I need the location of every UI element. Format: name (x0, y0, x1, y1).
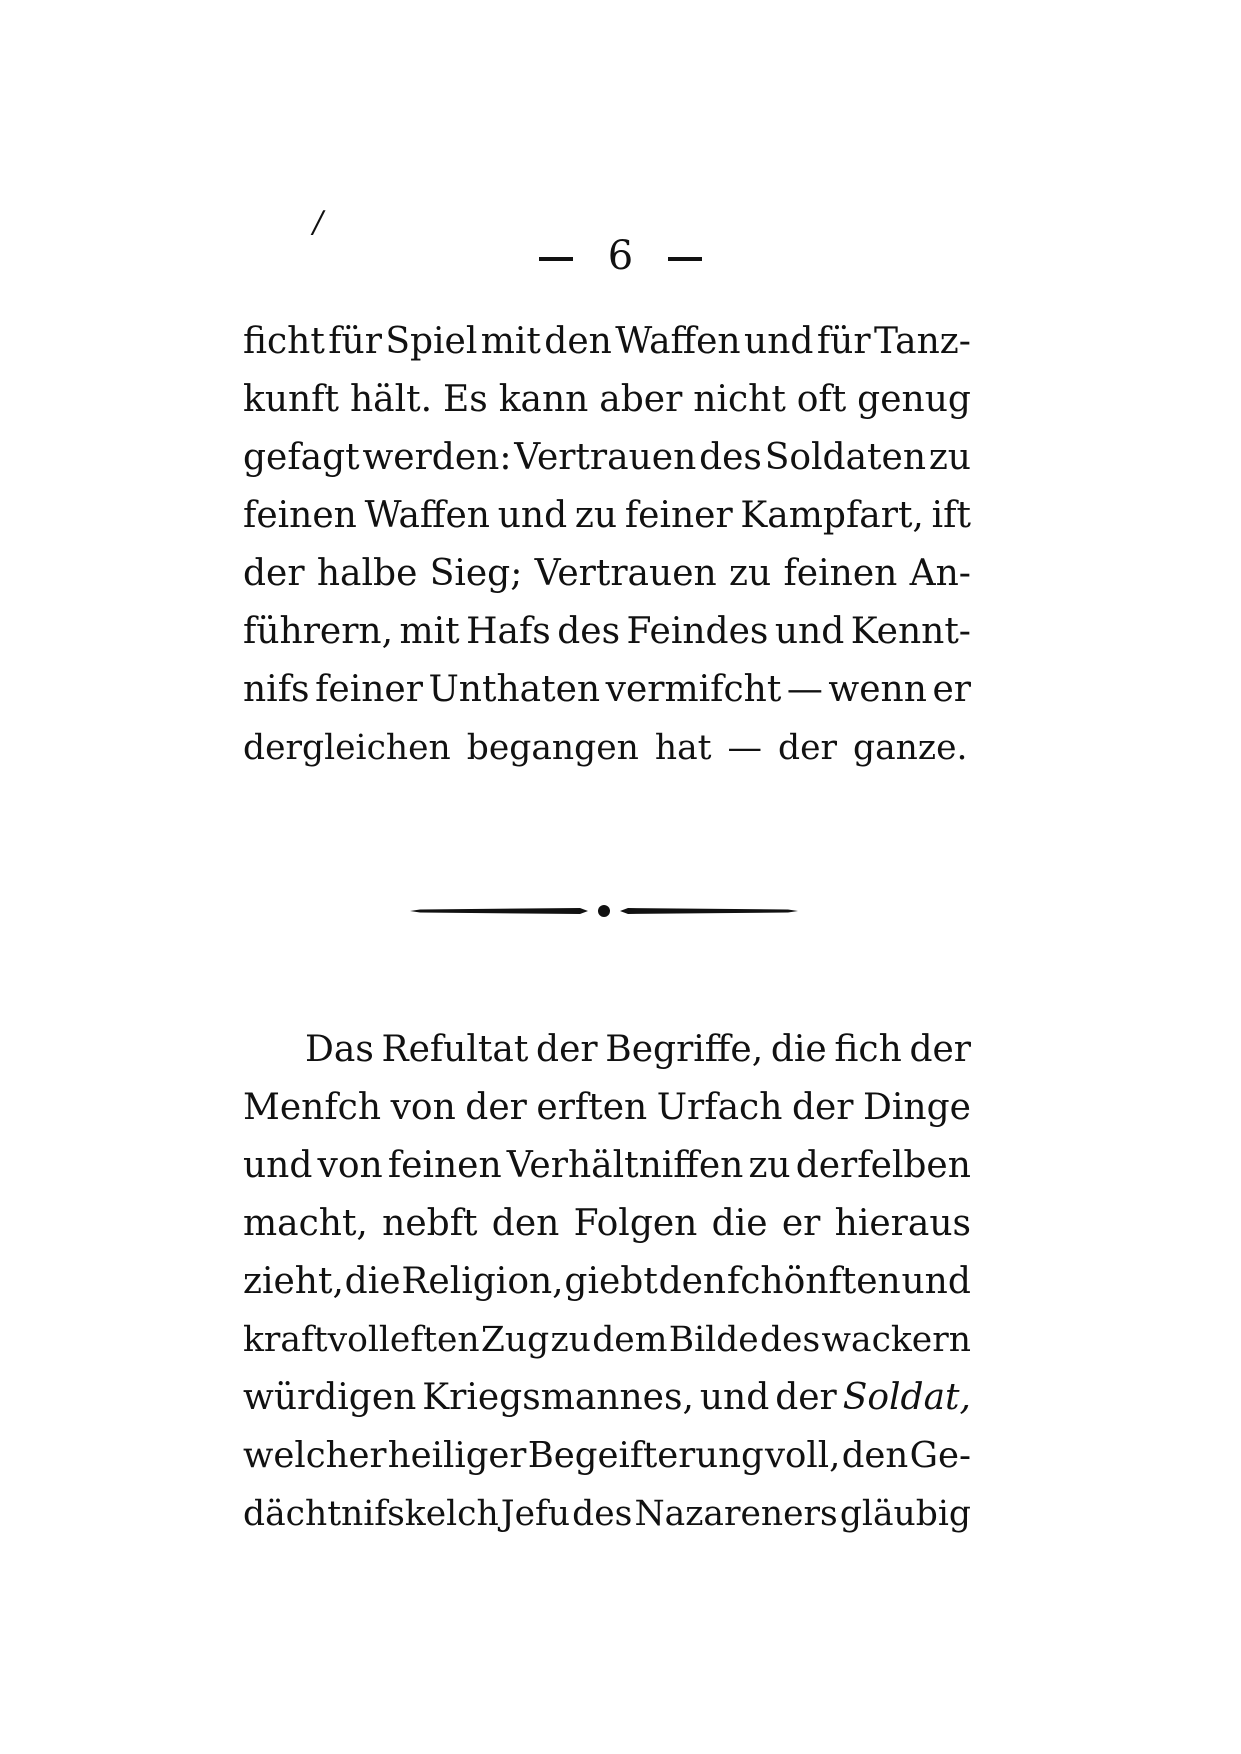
word: ift (931, 495, 971, 536)
text-line (243, 661, 971, 719)
word: Ge- (909, 1435, 971, 1476)
word: des (759, 1320, 821, 1360)
word: der (243, 553, 305, 594)
paragraph-religion (243, 1021, 971, 1543)
word: die (344, 1261, 401, 1302)
word: hat (654, 728, 712, 768)
text-line (243, 1427, 971, 1485)
text-line (243, 429, 971, 487)
word: dächtnifskelch (243, 1494, 499, 1534)
word: Kennt- (850, 611, 971, 652)
word: Begeifterung (527, 1435, 764, 1476)
word: dem (592, 1320, 668, 1360)
word: nicht (693, 379, 786, 420)
word: Waffen (615, 321, 741, 362)
word: der (791, 1087, 854, 1128)
word: zu (748, 1145, 791, 1186)
word: feiner (624, 495, 733, 536)
word: Urfach (656, 1087, 783, 1128)
word: ficht (243, 321, 325, 362)
word: fich (834, 1029, 902, 1070)
text-line (243, 313, 971, 371)
word: hieraus (834, 1203, 971, 1244)
word: mit (480, 321, 541, 362)
word: des (699, 437, 762, 478)
word: — (727, 728, 763, 768)
word: Unthaten (428, 669, 601, 710)
word: Menfch (243, 1087, 382, 1128)
word: würdigen (243, 1377, 417, 1418)
word: oft (796, 379, 847, 420)
word: der (909, 1029, 971, 1070)
word: aber (599, 379, 683, 420)
word: — (786, 669, 823, 710)
word: und (901, 1261, 971, 1302)
word: den (841, 1435, 909, 1476)
word: Religion, (401, 1261, 564, 1302)
header-dash-left (539, 257, 573, 261)
word: Waffen (364, 495, 490, 536)
stray-pen-mark: / (313, 205, 324, 240)
word: zieht, (243, 1261, 344, 1302)
word: die (770, 1029, 827, 1070)
text-line (243, 603, 971, 661)
text-line (243, 719, 971, 777)
word: zu (550, 1320, 591, 1360)
word: Nazareners (634, 1494, 838, 1534)
word: und (744, 321, 814, 362)
text-line (243, 1021, 971, 1079)
word: halbe (316, 553, 418, 594)
word: voll, (765, 1435, 841, 1476)
word: gläubig (839, 1494, 971, 1534)
text-line (243, 371, 971, 429)
text-line (243, 1311, 971, 1369)
word: und (243, 1145, 313, 1186)
text-line (243, 1485, 971, 1543)
text-line (243, 1253, 971, 1311)
word: Kriegsmannes, (422, 1377, 694, 1418)
word: gefagt (243, 437, 360, 478)
word: Vertrauen (514, 437, 697, 478)
word: von (390, 1087, 456, 1128)
word: feinen (783, 553, 898, 594)
word: mit (399, 611, 460, 652)
paragraph-continued (243, 313, 971, 777)
word: und (774, 611, 845, 652)
word: Zug (480, 1320, 550, 1360)
word: Das (305, 1029, 374, 1070)
word: die (711, 1203, 768, 1244)
word: werden: (362, 437, 512, 478)
word: der (778, 728, 838, 768)
word: zu (574, 495, 618, 536)
word: Sieg; (429, 553, 523, 594)
word: begangen (466, 728, 639, 768)
word: kunft (243, 379, 339, 420)
word: erften (536, 1087, 648, 1128)
word: Hafs (466, 611, 551, 652)
word: dergleichen (243, 728, 451, 768)
text-line (243, 1137, 971, 1195)
word: er (781, 1203, 821, 1244)
word: welcher (243, 1435, 387, 1476)
word: der (775, 1377, 837, 1418)
word: macht, (243, 1203, 368, 1244)
word: nebft (382, 1203, 478, 1244)
word: Begriffe, (605, 1029, 764, 1070)
word: zu (729, 553, 772, 594)
word: Jefu (500, 1494, 571, 1534)
word: für (816, 321, 871, 362)
word: giebt (564, 1261, 658, 1302)
word: Soldat, (842, 1377, 971, 1418)
text-line (243, 545, 971, 603)
word: Vertrauen (534, 553, 717, 594)
word: heiliger (387, 1435, 527, 1476)
word: den (544, 321, 612, 362)
word: fchönften (726, 1261, 901, 1302)
word: wenn (828, 669, 927, 710)
word: Dinge (863, 1087, 971, 1128)
word: von (317, 1145, 383, 1186)
word: Refultat (381, 1029, 529, 1070)
word: für (328, 321, 382, 362)
page-header (0, 233, 1241, 279)
word: des (557, 611, 621, 652)
word: und (699, 1377, 770, 1418)
text-line (243, 1079, 971, 1137)
word: der (465, 1087, 527, 1128)
page-number: 6 (607, 233, 634, 279)
word: ganze. (853, 728, 968, 768)
word: den (658, 1261, 727, 1302)
word: Soldaten (764, 437, 927, 478)
word: des (572, 1494, 633, 1534)
section-separator-ornament (410, 903, 798, 919)
word: und (497, 495, 568, 536)
word: kraftvolleften (243, 1320, 480, 1360)
word: zu (928, 437, 971, 478)
header-dash-right (668, 257, 702, 261)
text-line (243, 1195, 971, 1253)
word: feiner (315, 669, 423, 710)
word: derfelben (795, 1145, 971, 1186)
word: genug (857, 379, 971, 420)
word: vermifcht (605, 669, 782, 710)
word: Folgen (573, 1203, 698, 1244)
word: feinen (243, 495, 357, 536)
word: wackern (821, 1320, 971, 1360)
word: nifs (243, 669, 310, 710)
word: Es (442, 379, 488, 420)
word: Feindes (626, 611, 769, 652)
word: führern, (243, 611, 394, 652)
word: Kampfart, (740, 495, 924, 536)
word: kann (498, 379, 589, 420)
word: Bilde (668, 1320, 759, 1360)
word: An- (909, 553, 971, 594)
word: den (491, 1203, 560, 1244)
word: Spiel (385, 321, 478, 362)
word: feinen (387, 1145, 502, 1186)
text-line (243, 487, 971, 545)
word: hält. (349, 379, 433, 420)
word: Verhältniffen (506, 1145, 744, 1186)
word: der (536, 1029, 598, 1070)
word: Tanz- (873, 321, 971, 362)
text-line (243, 1369, 971, 1427)
word: er (932, 669, 971, 710)
